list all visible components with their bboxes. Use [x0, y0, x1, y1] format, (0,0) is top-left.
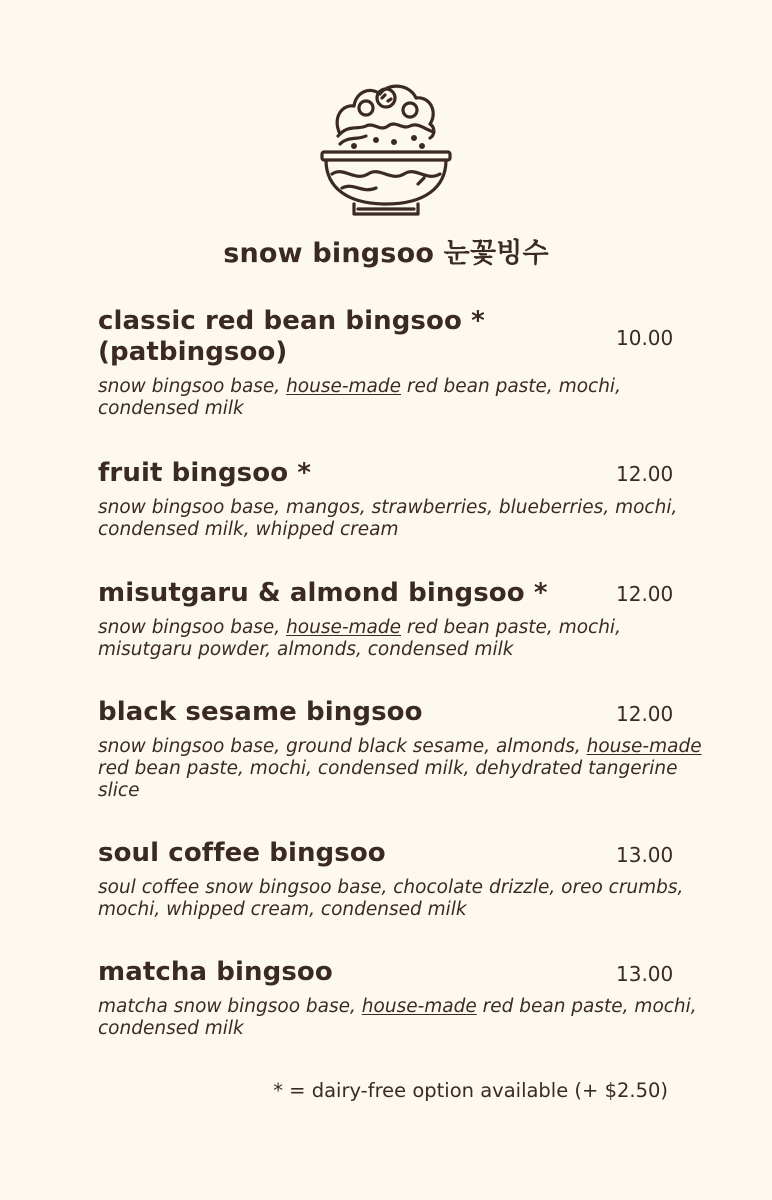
menu-item-price: 12.00 — [616, 702, 674, 726]
menu-item — [98, 306, 710, 420]
menu-item-price: 13.00 — [616, 962, 674, 986]
menu-item — [98, 578, 710, 661]
description-text: red bean paste, mochi, misutgaru powder, almonds, condensed milk — [98, 617, 621, 660]
menu-item-description — [98, 736, 710, 802]
menu-item-description — [98, 877, 710, 921]
underlined-text: house-made — [361, 996, 477, 1017]
menu-item-price: 13.00 — [616, 843, 674, 867]
menu-item — [98, 838, 710, 921]
menu-item-description — [98, 617, 710, 661]
menu-item-price: 10.00 — [616, 326, 674, 350]
menu-item-description — [98, 497, 710, 541]
description-text: red bean paste, mochi, condensed milk — [98, 996, 697, 1039]
dairy-free-footnote: * = dairy-free option available (+ $2.50) — [273, 1079, 668, 1102]
menu-item — [98, 458, 710, 541]
description-text: matcha snow bingsoo base, — [98, 996, 362, 1017]
menu-item — [98, 957, 710, 1040]
menu-item-name: matcha bingsoo — [98, 957, 333, 987]
description-text: red bean paste, mochi, condensed milk — [98, 376, 621, 419]
underlined-text: house-made — [286, 376, 402, 397]
menu-item-name: classic red bean bingsoo * (patbingsoo) — [98, 306, 485, 367]
description-text: snow bingsoo base, ground black sesame, almonds, — [98, 736, 587, 757]
menu-item — [98, 697, 710, 802]
menu-item-price: 12.00 — [616, 582, 674, 606]
menu-item-name: fruit bingsoo * — [98, 458, 312, 488]
underlined-text: house-made — [586, 736, 702, 757]
menu-item-name: misutgaru & almond bingsoo * — [98, 578, 548, 608]
menu-title: snow bingsoo 눈꽃빙수 — [223, 238, 549, 269]
description-text: snow bingsoo base, — [98, 376, 287, 397]
menu-item-name: soul coffee bingsoo — [98, 838, 386, 868]
menu-item-name: black sesame bingsoo — [98, 697, 423, 727]
menu-item-price: 12.00 — [616, 462, 674, 486]
description-text: snow bingsoo base, — [98, 617, 287, 638]
description-text: soul coffee snow bingsoo base, chocolate drizzle, oreo crumbs, mochi, whipped cream, condensed milk — [98, 877, 684, 920]
description-text: red bean paste, mochi, condensed milk, dehydrated tangerine slice — [98, 758, 678, 801]
menu-item-description — [98, 996, 710, 1040]
menu-item-description — [98, 376, 710, 420]
underlined-text: house-made — [286, 617, 402, 638]
description-text: snow bingsoo base, mangos, strawberries, blueberries, mochi, condensed milk, whipped cream — [98, 497, 678, 540]
bingsoo-bowl-icon — [318, 78, 454, 220]
